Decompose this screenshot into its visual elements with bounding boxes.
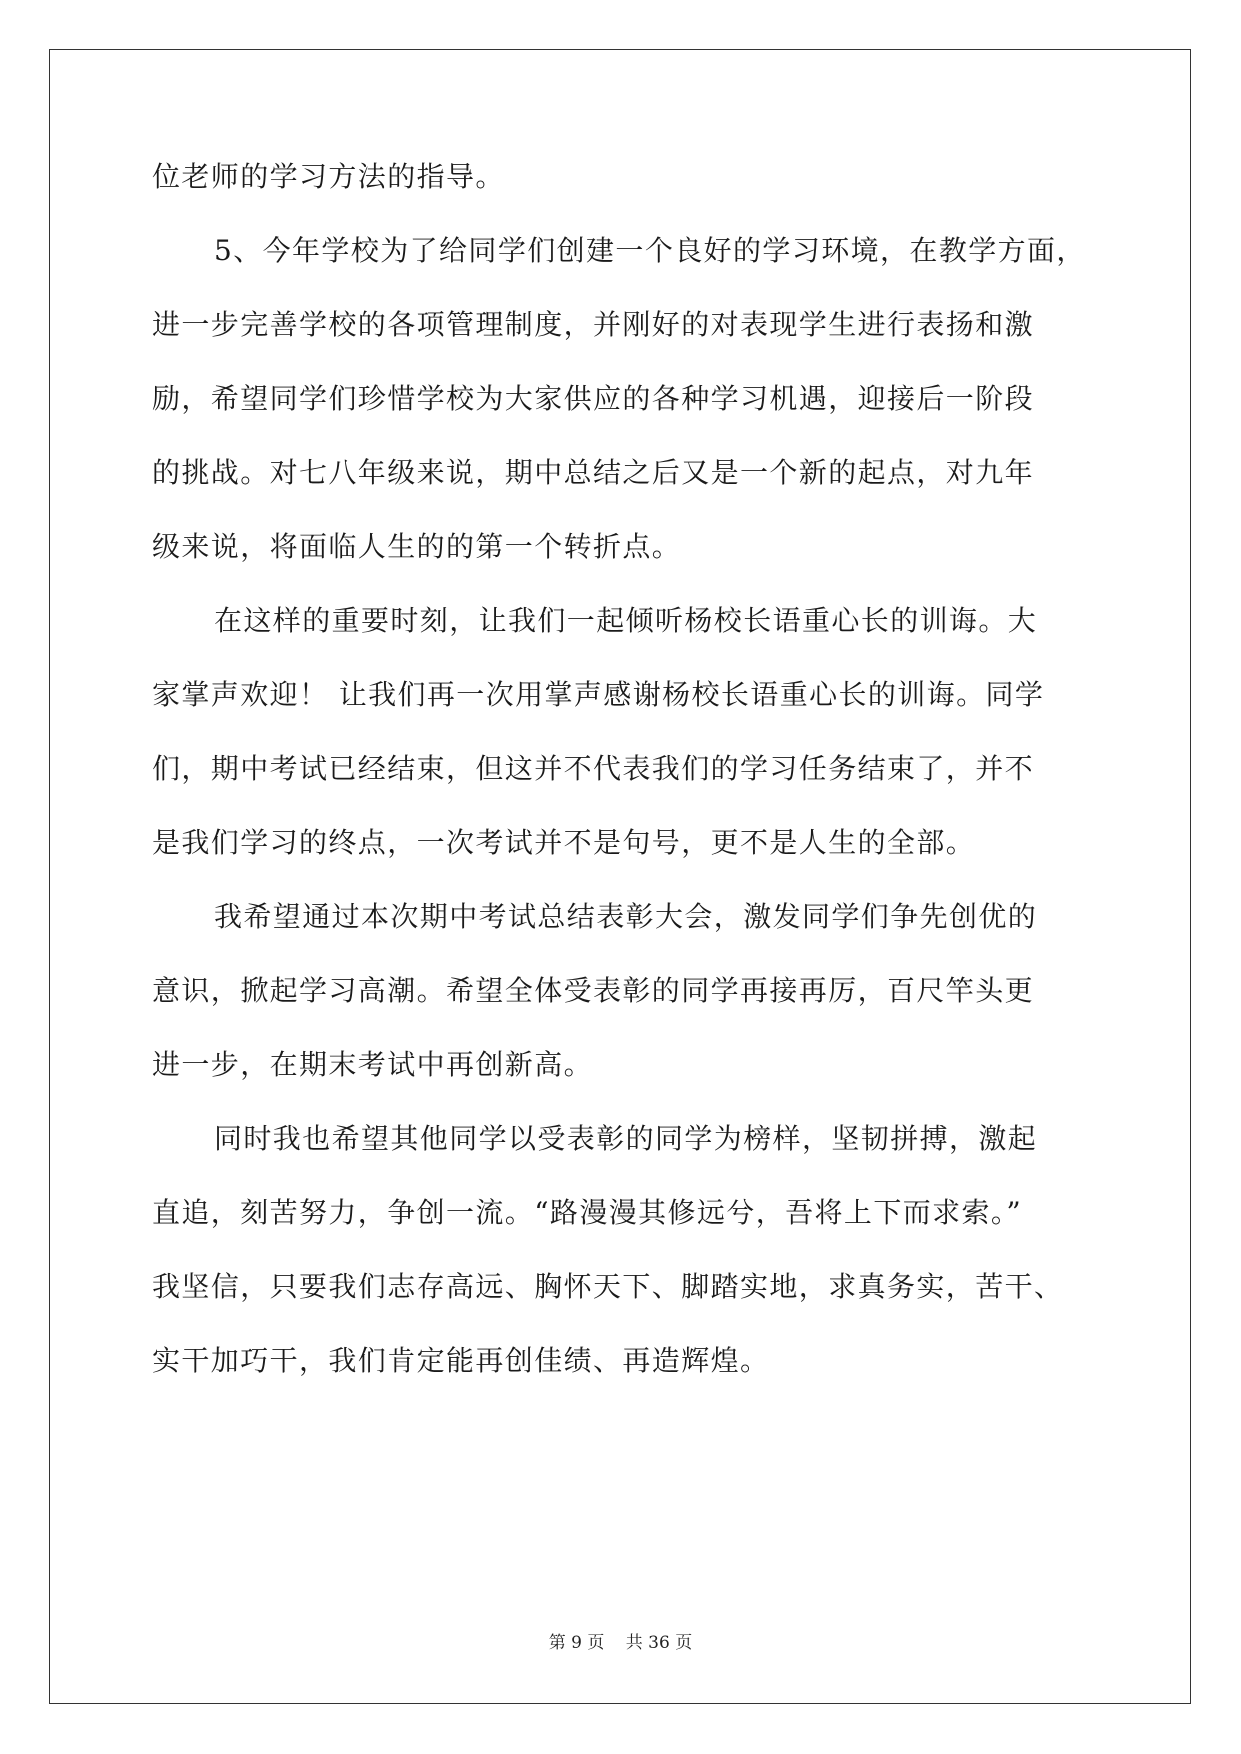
text-line: 我希望通过本次期中考试总结表彰大会，激发同学们争先创优的 <box>214 900 1038 933</box>
page-border <box>49 49 1191 1704</box>
text-line: 是我们学习的终点，一次考试并不是句号，更不是人生的全部。 <box>152 826 976 859</box>
text-line: 进一步，在期末考试中再创新高。 <box>152 1048 594 1081</box>
text-line: 意识，掀起学习高潮。希望全体受表彰的同学再接再厉，百尺竿头更 <box>152 974 1035 1007</box>
text-line: 家掌声欢迎！ 让我们再一次用掌声感谢杨校长语重心长的训诲。同学 <box>152 678 1045 711</box>
text-line: 进一步完善学校的各项管理制度，并刚好的对表现学生进行表扬和激 <box>152 308 1035 341</box>
text-line: 同时我也希望其他同学以受表彰的同学为榜样，坚韧拼搏，激起 <box>214 1122 1038 1155</box>
page-footer <box>0 1628 1241 1653</box>
page-total: 共 36 页 <box>625 1633 693 1653</box>
page-number: 第 9 页 <box>548 1633 605 1653</box>
text-line: 的挑战。对七八年级来说，期中总结之后又是一个新的起点，对九年 <box>152 456 1035 489</box>
text-line: 我坚信，只要我们志存高远、胸怀天下、脚踏实地，求真务实，苦干、 <box>152 1270 1064 1303</box>
text-line: 在这样的重要时刻，让我们一起倾听杨校长语重心长的训诲。大 <box>214 604 1038 637</box>
text-line: 级来说，将面临人生的的第一个转折点。 <box>152 530 682 563</box>
text-line: 直追，刻苦努力，争创一流。“路漫漫其修远兮，吾将上下而求索。” <box>152 1196 1023 1229</box>
text-line: 励，希望同学们珍惜学校为大家供应的各种学习机遇，迎接后一阶段 <box>152 382 1035 415</box>
text-line: 位老师的学习方法的指导。 <box>152 160 505 193</box>
text-line: 们，期中考试已经结束，但这并不代表我们的学习任务结束了，并不 <box>152 752 1035 785</box>
text-line: 实干加巧干，我们肯定能再创佳绩、再造辉煌。 <box>152 1344 770 1377</box>
text-line: 5、今年学校为了给同学们创建一个良好的学习环境，在教学方面， <box>214 234 1086 267</box>
